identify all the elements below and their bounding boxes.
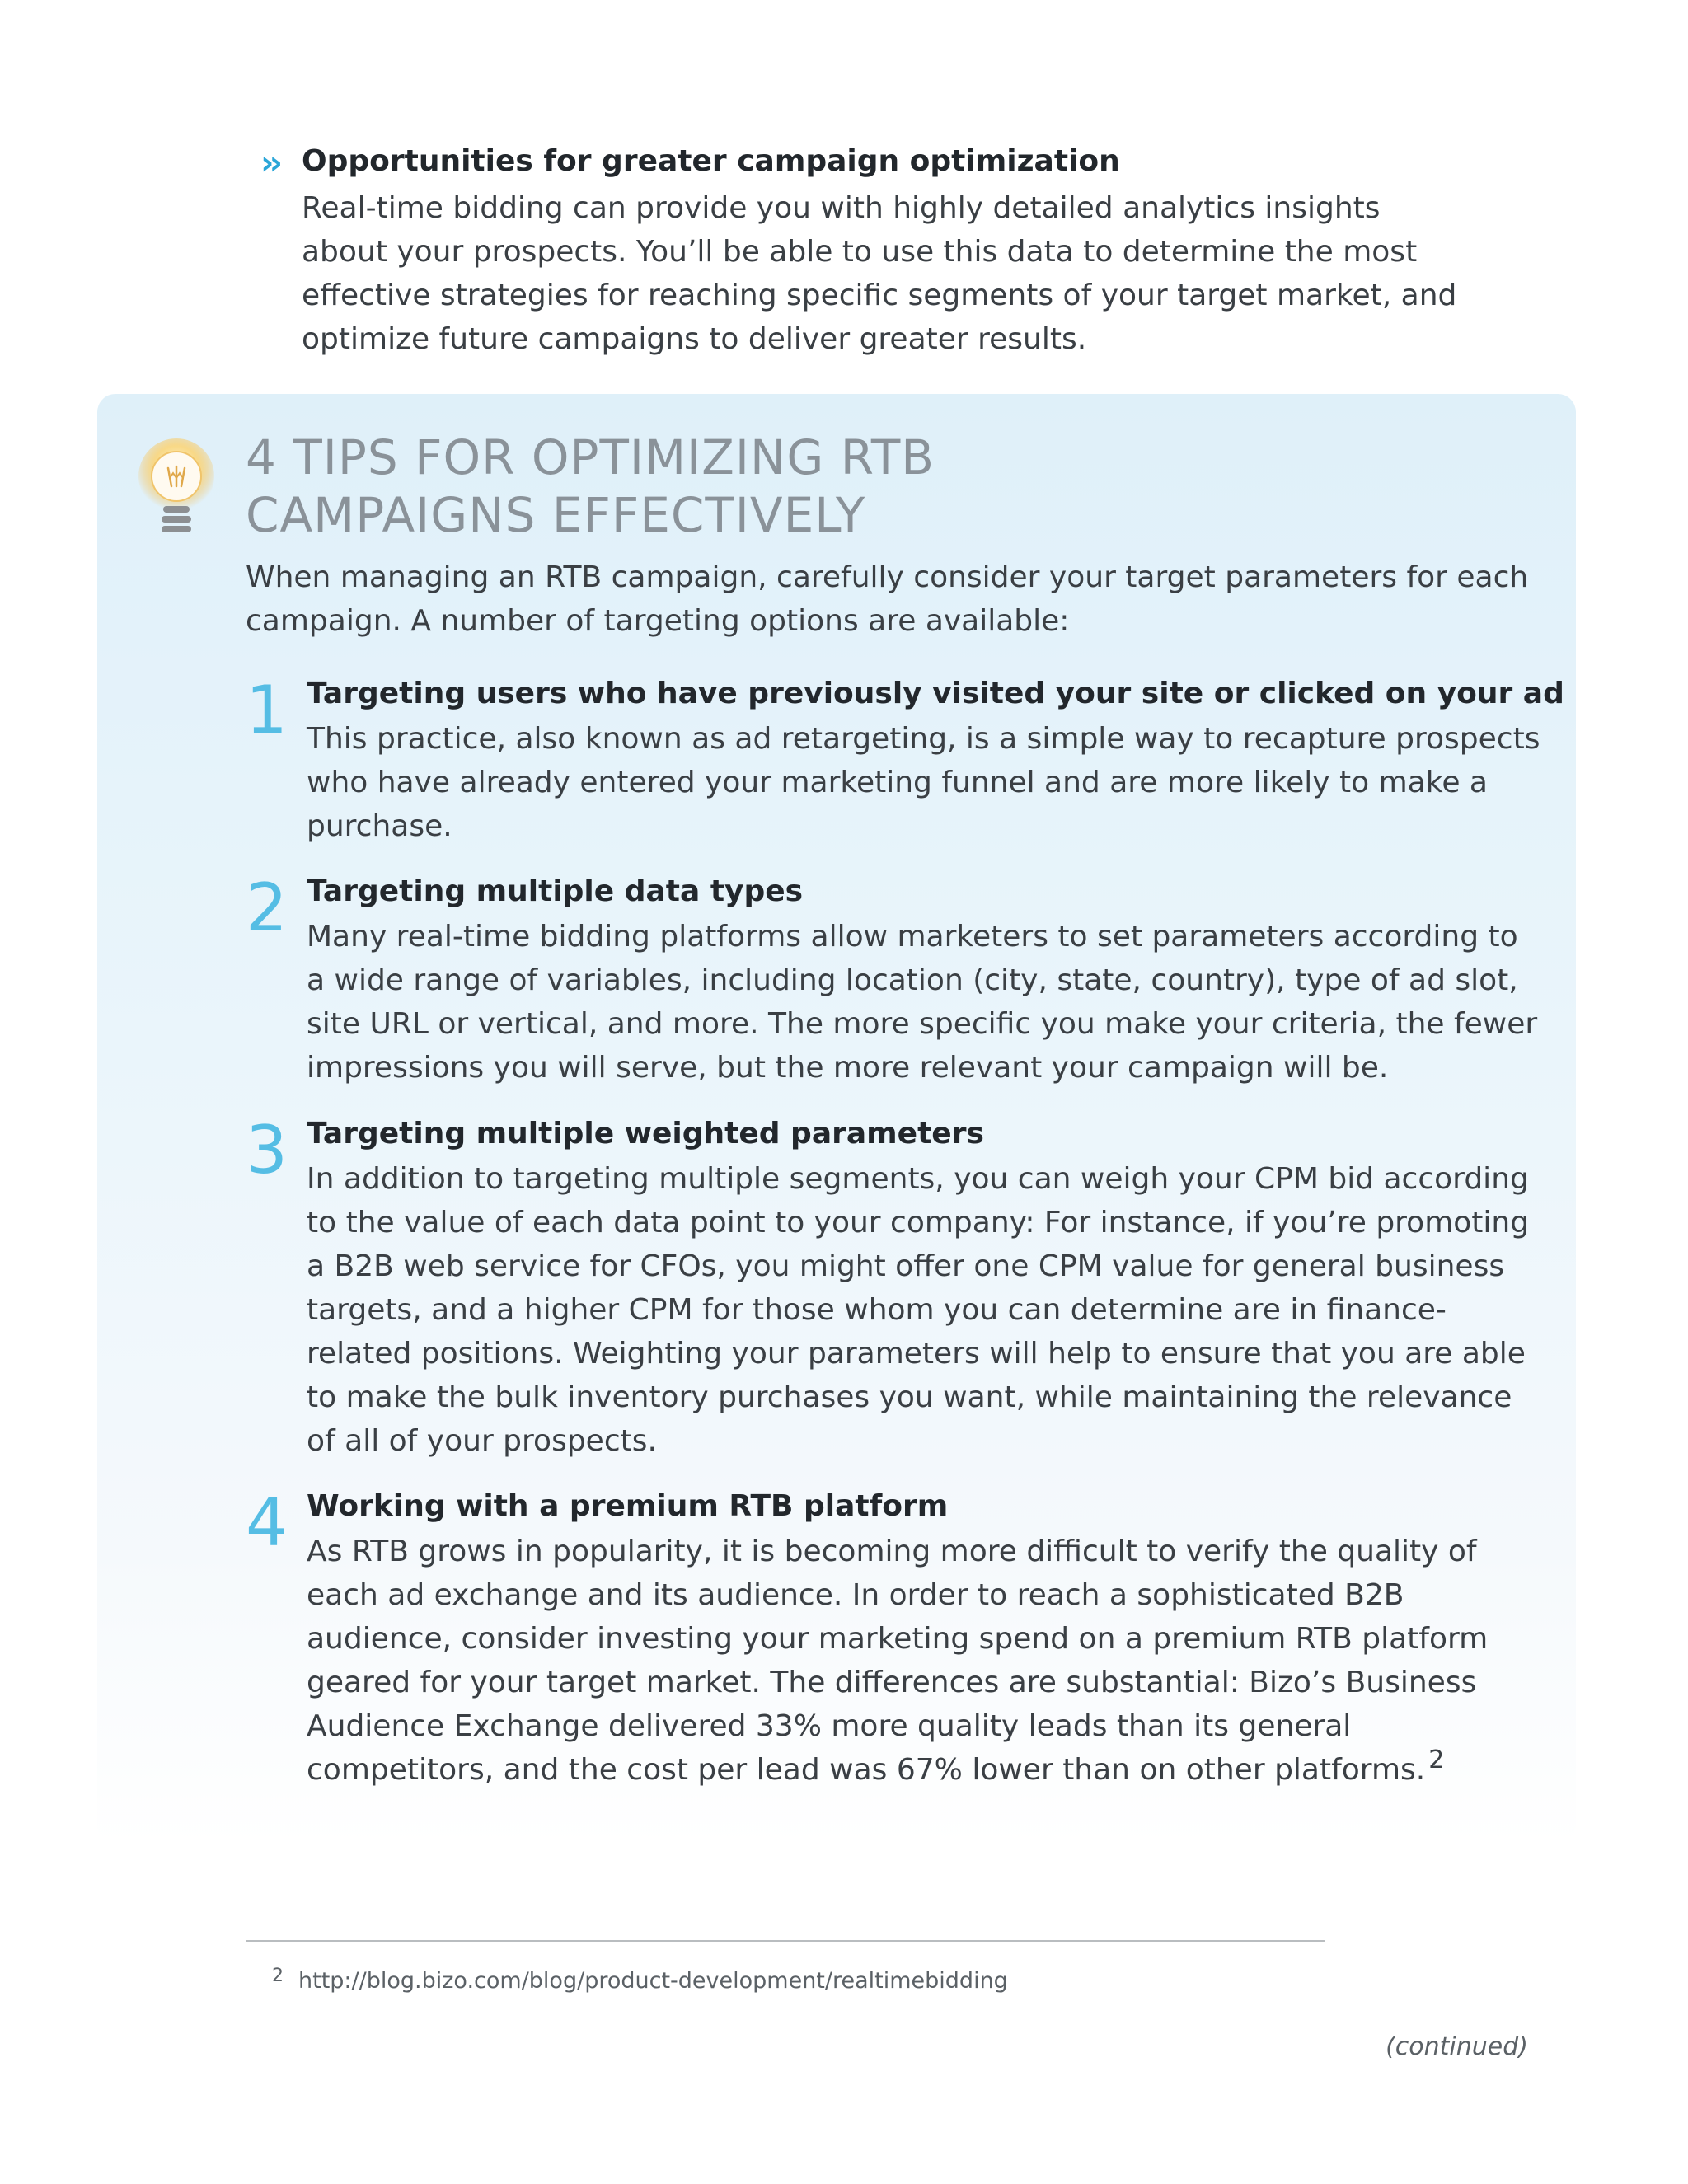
tip-body <box>307 1530 1543 1792</box>
tip-body: This practice, also known as ad retargeting, is a simple way to recapture prospects who have already entered your marketing funnel and are more likely to make a purchase. <box>307 722 1540 843</box>
tip-title: Targeting users who have previously visited your site or clicked on your ad <box>307 677 1564 710</box>
bullet-body: Real-time bidding can provide you with highly detailed analytics insights about your prospects. You’ll be able to use this data to determine the most effective strategies for reaching specific segments of your target market, and optimize future campaigns to deliver greater results. <box>302 191 1457 356</box>
tip-body: In addition to targeting multiple segments, you can weigh your CPM bid according to the value of each data point to your company: For instance, if you’re promoting a B2B web service for CFOs, you might offer one CPM value for general business targets, and a higher CPM for those whom you can determine are in finance-related positions. Weighting your parameters will help to ensure that you are able to make the bulk inventory purchases you want, while maintaining the relevance of all of your prospects. <box>307 1162 1530 1458</box>
footnote <box>272 1961 1008 1996</box>
continued-label: (continued) <box>1386 2032 1528 2061</box>
footnote-link[interactable]: http://blog.bizo.com/blog/product-development/realtimebidding <box>298 1968 1008 1994</box>
tip-body: Many real-time bidding platforms allow marketers to set parameters according to a wide range of variables, including location (city, state, country), type of ad slot, site URL or vertical, and more. The more specific you make your criteria, the fewer impressions you will serve, but the more relevant your campaign will be. <box>307 920 1538 1085</box>
tip-number: 3 <box>246 1112 288 1188</box>
bullet-title: Opportunities for greater campaign optimization <box>302 144 1120 178</box>
tip-number: 1 <box>246 672 288 748</box>
tips-heading <box>246 429 1317 544</box>
footnote-reference[interactable]: 2 <box>1428 1746 1445 1774</box>
tip-title: Targeting multiple weighted parameters <box>307 1117 984 1151</box>
tips-heading-line-1: 4 TIPS FOR OPTIMIZING RTB <box>246 429 935 485</box>
tips-intro: When managing an RTB campaign, carefully consider your target parameters for each campaign. A number of targeting options are available: <box>246 560 1529 638</box>
footnote-number: 2 <box>272 1966 284 1986</box>
tip-number: 2 <box>246 869 288 946</box>
lightbulb-icon <box>138 435 214 551</box>
tip-title: Targeting multiple data types <box>307 874 804 908</box>
footnote-divider <box>246 1940 1325 1942</box>
tips-heading-line-2: CAMPAIGNS EFFECTIVELY <box>246 487 866 543</box>
double-chevron-right-icon: ›› <box>260 144 278 182</box>
tip-title: Working with a premium RTB platform <box>307 1489 949 1523</box>
tip-number: 4 <box>246 1484 288 1561</box>
tip-body-text: As RTB grows in popularity, it is becoming more difficult to verify the quality of each ad exchange and its audience. In order to reach a sophisticated B2B audience, consider investing your marketing spend on a premium RTB platform geared for your target market. The differences are substantial: Bizo’s Business Audience Exchange delivered 33% more quality leads than its general competitors, and the cost per lead was 67% lower than on other platforms. <box>307 1535 1489 1787</box>
